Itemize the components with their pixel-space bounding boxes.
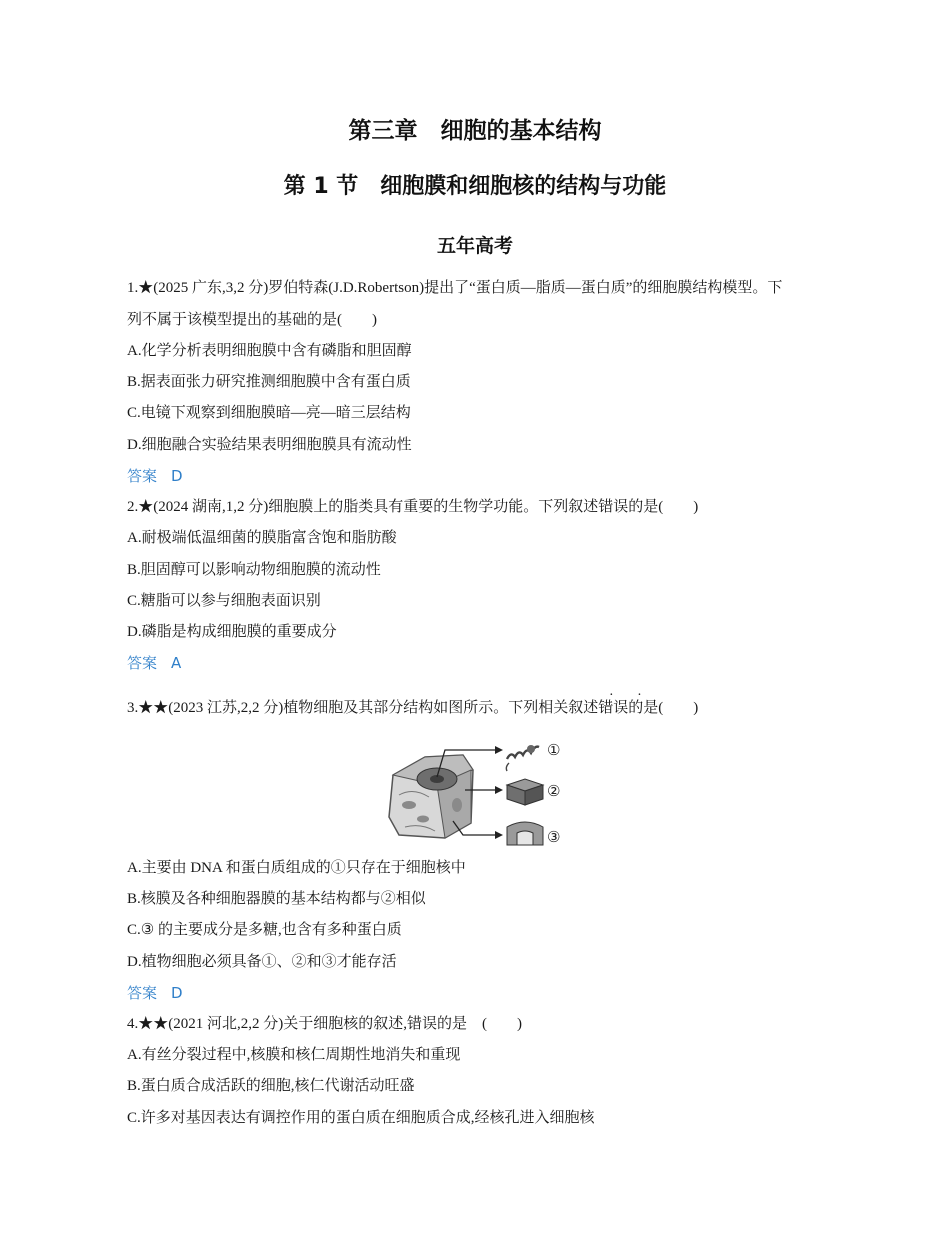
plant-cell-figure (385, 735, 570, 850)
plant-cell-icon (389, 755, 473, 838)
answer-label: 答案 (127, 984, 158, 1002)
question-1-option-a: A.化学分析表明细胞膜中含有磷脂和胆固醇 (127, 343, 412, 359)
answer-value: D (171, 984, 183, 1002)
question-4-option-a: A.有丝分裂过程中,核膜和核仁周期性地消失和重现 (127, 1047, 461, 1063)
question-1-stem-line-2: 列不属于该模型提出的基础的是( ) (127, 312, 377, 328)
answer-label: 答案 (127, 467, 158, 485)
question-4-option-c: C.许多对基因表达有调控作用的蛋白质在细胞质合成,经核孔进入细胞核 (127, 1110, 595, 1126)
question-3-option-b: B.核膜及各种细胞器膜的基本结构都与②相似 (127, 891, 426, 907)
question-2-option-d: D.磷脂是构成细胞膜的重要成分 (127, 624, 337, 640)
chromatin-icon (506, 745, 539, 771)
answer-value: D (171, 467, 183, 485)
figure-label-3: ③ (547, 828, 561, 846)
question-2-option-c: C.糖脂可以参与细胞表面识别 (127, 593, 321, 609)
cell-wall-icon (507, 822, 543, 845)
section-title: 第 1 节 细胞膜和细胞核的结构与功能 (283, 174, 667, 199)
membrane-icon (507, 779, 543, 805)
question-1-option-b: B.据表面张力研究推测细胞膜中含有蛋白质 (127, 374, 411, 390)
figure-label-1: ① (547, 741, 561, 759)
question-1-stem-line-1: 1.★(2025 广东,3,2 分)罗伯特森(J.D.Robertson)提出了“蛋白质—脂质—蛋白质”的细胞膜结构模型。下 (127, 280, 783, 296)
question-2-option-b: B.胆固醇可以影响动物细胞膜的流动性 (127, 562, 381, 578)
question-1-answer (127, 466, 183, 486)
subsection-title: 五年高考 (436, 235, 513, 257)
question-2-stem: 2.★(2024 湖南,1,2 分)细胞膜上的脂类具有重要的生物学功能。下列叙述错误的是( ) (127, 499, 699, 515)
question-1-option-c: C.电镜下观察到细胞膜暗—亮—暗三层结构 (127, 405, 411, 421)
question-3-option-d: D.植物细胞必须具备①、②和③才能存活 (127, 954, 397, 970)
question-4-option-b: B.蛋白质合成活跃的细胞,核仁代谢活动旺盛 (127, 1078, 415, 1094)
emphasis-dots: · · (609, 688, 652, 703)
question-3-answer (127, 983, 183, 1003)
question-3-stem: 3.★★(2023 江苏,2,2 分)植物细胞及其部分结构如图所示。下列相关叙述错误的是( ) (127, 700, 699, 716)
question-3-option-a: A.主要由 DNA 和蛋白质组成的①只存在于细胞核中 (127, 860, 466, 876)
answer-label: 答案 (127, 654, 158, 672)
chapter-title: 第三章 细胞的基本结构 (348, 118, 602, 144)
question-1-option-d: D.细胞融合实验结果表明细胞膜具有流动性 (127, 437, 412, 453)
figure-label-2: ② (547, 782, 561, 800)
question-2-option-a: A.耐极端低温细菌的膜脂富含饱和脂肪酸 (127, 530, 397, 546)
question-3-option-c: C.③ 的主要成分是多糖,也含有多种蛋白质 (127, 922, 402, 938)
question-2-answer (127, 653, 181, 673)
answer-value: A (171, 654, 182, 672)
question-4-stem: 4.★★(2021 河北,2,2 分)关于细胞核的叙述,错误的是 ( ) (127, 1016, 522, 1032)
